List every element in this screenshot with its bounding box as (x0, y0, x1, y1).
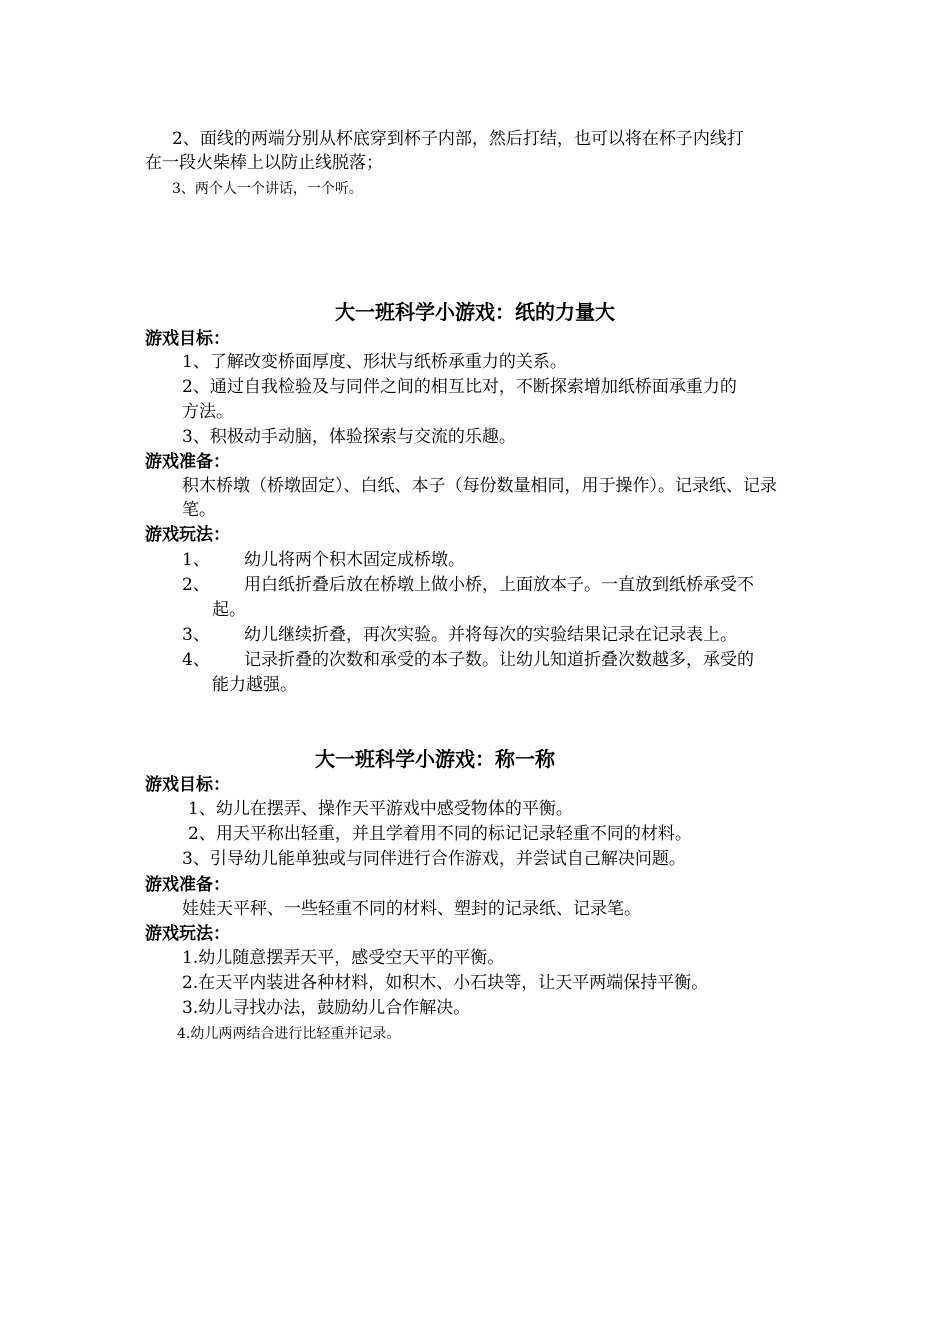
game1-prep-line-1: 积木桥墩（桥墩固定）、白纸、本子（每份数量相同，用于操作）。记录纸、记录 (182, 476, 777, 496)
game2-step-1: 1.幼儿随意摆弄天平，感受空天平的平衡。 (182, 948, 505, 968)
game2-prep: 娃娃天平秤、一些轻重不同的材料、塑封的记录纸、记录笔。 (182, 899, 641, 919)
game1-step-3 (182, 623, 737, 647)
game1-step-4-cont: 能力越强。 (212, 675, 297, 695)
step-number: 2、 (182, 575, 210, 595)
intro-item-2-line-2: 在一段火柴棒上以防止线脱落； (145, 153, 383, 173)
game1-goal-2: 2、通过自我检验及与同伴之间的相互比对，不断探索增加纸桥面承重力的 (182, 377, 737, 397)
step-number: 1、 (182, 550, 210, 570)
game2-goal-3: 3、引导幼儿能单独或与同伴进行合作游戏，并尝试自己解决问题。 (182, 849, 686, 869)
step-text: 幼儿将两个积木固定成桥墩。 (244, 550, 465, 570)
step-text: 用白纸折叠后放在桥墩上做小桥，上面放本子。一直放到纸桥承受不 (244, 575, 754, 595)
game2-title: 大一班科学小游戏：称一称 (315, 747, 555, 771)
intro-item-2-line-1: 2、面线的两端分别从杯底穿到杯子内部，然后打结，也可以将在杯子内线打 (172, 129, 744, 149)
game1-step-1 (182, 548, 465, 572)
step-number: 3、 (182, 625, 210, 645)
step-text: 幼儿继续折叠，再次实验。并将每次的实验结果记录在记录表上。 (244, 625, 737, 645)
game2-prep-label: 游戏准备： (145, 875, 230, 895)
game2-step-4: 4.幼儿两两结合进行比轻重并记录。 (177, 1026, 401, 1042)
step-number: 4、 (182, 650, 210, 670)
game1-step-2 (182, 573, 754, 597)
game2-goal-label: 游戏目标： (145, 775, 230, 795)
step-text: 记录折叠的次数和承受的本子数。让幼儿知道折叠次数越多，承受的 (244, 650, 754, 670)
game1-title: 大一班科学小游戏：纸的力量大 (335, 300, 615, 324)
game1-play-label: 游戏玩法： (145, 525, 230, 545)
game1-goal-3: 3、积极动手动脑，体验探索与交流的乐趣。 (182, 427, 516, 447)
game2-goal-2: 2、用天平称出轻重，并且学着用不同的标记记录轻重不同的材料。 (188, 824, 692, 844)
game1-goal-1: 1、了解改变桥面厚度、形状与纸桥承重力的关系。 (182, 352, 567, 372)
game1-goal-2-cont: 方法。 (182, 402, 233, 422)
game2-play-label: 游戏玩法： (145, 924, 230, 944)
game1-prep-line-2: 笔。 (182, 500, 216, 520)
game2-step-3: 3.幼儿寻找办法，鼓励幼儿合作解决。 (182, 998, 471, 1018)
game1-goal-label: 游戏目标： (145, 329, 230, 349)
game2-step-2: 2.在天平内装进各种材料，如积木、小石块等，让天平两端保持平衡。 (182, 973, 709, 993)
game1-step-4 (182, 648, 754, 672)
game1-step-2-cont: 起。 (212, 600, 246, 620)
intro-item-3: 3、两个人一个讲话，一个听。 (172, 181, 363, 197)
game1-prep-label: 游戏准备： (145, 452, 230, 472)
game2-goal-1: 1、幼儿在摆弄、操作天平游戏中感受物体的平衡。 (188, 799, 573, 819)
